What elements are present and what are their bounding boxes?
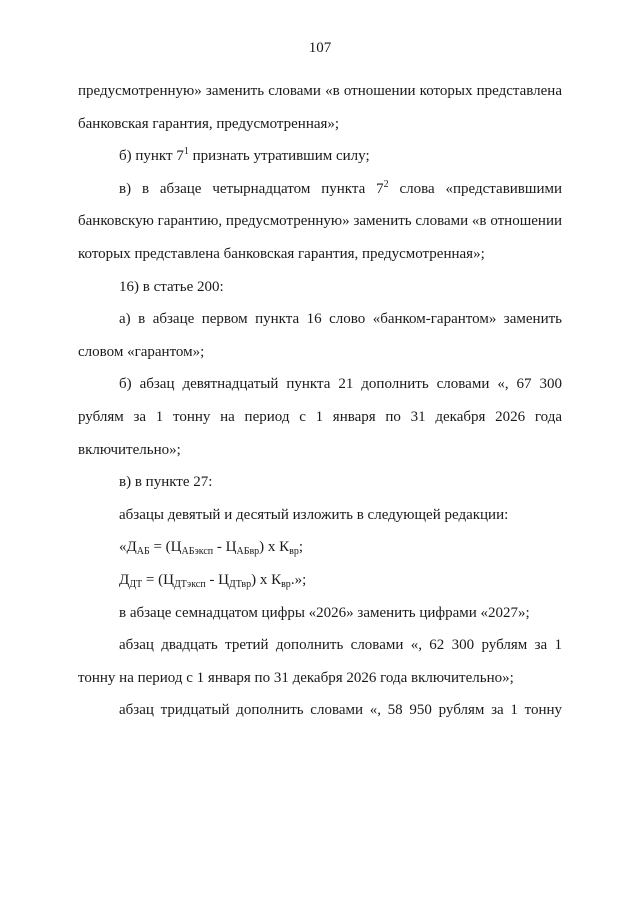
paragraph: абзацы девятый и десятый изложить в следующей редакции: — [119, 506, 509, 523]
paragraph: б) пункт $7^1$ признать утратившим силу; — [119, 146, 370, 165]
paragraph: а) в абзаце первом пункта 16 слово «банком-гарантом» заменить словом «гарантом»; — [78, 311, 562, 360]
paragraph: в) в абзаце четырнадцатом пункта $7^2$ слова «представившими банковскую гарантию, предусмотренную» заменить словами «в отношении которых представлена банковская гарантия, предусмотренная»; — [78, 178, 562, 262]
page-number: 107 — [308, 40, 332, 56]
paragraph: в) в пункте 27: — [119, 474, 213, 491]
formula-line: $Д_{ДТ} = (Ц_{ДТэксп} - Ц_{ДТвр})$ х $К_{вр}$.»; — [119, 571, 307, 590]
document-body — [78, 75, 562, 727]
paragraph: 16) в статье 200: — [119, 278, 224, 295]
paragraph: в абзаце семнадцатом цифры «2026» заменить цифрами «2027»; — [119, 604, 530, 621]
paragraph: абзац двадцать третий дополнить словами «, 62 300 рублям за 1 тонну на период с 1 января по 31 декабря 2026 года включительно»; — [78, 637, 562, 686]
superscript: 2 — [383, 178, 389, 190]
paragraph: предусмотренную» заменить словами «в отношении которых представлена банковская гарантия, предусмотренная»; — [78, 83, 562, 132]
paragraph: б) абзац девятнадцатый пункта 21 дополнить словами «, 67 300 рублям за 1 тонну на период с 1 января по 31 декабря 2026 года включительно»; — [78, 376, 562, 458]
formula-line: «$Д_{АБ} = (Ц_{АБэксп} - Ц_{АБвр})$ х $К_{вр}$; — [119, 539, 304, 558]
superscript: 1 — [183, 146, 189, 158]
paragraph: абзац тридцатый дополнить словами «, 58 950 рублям за 1 тонну — [119, 702, 562, 719]
